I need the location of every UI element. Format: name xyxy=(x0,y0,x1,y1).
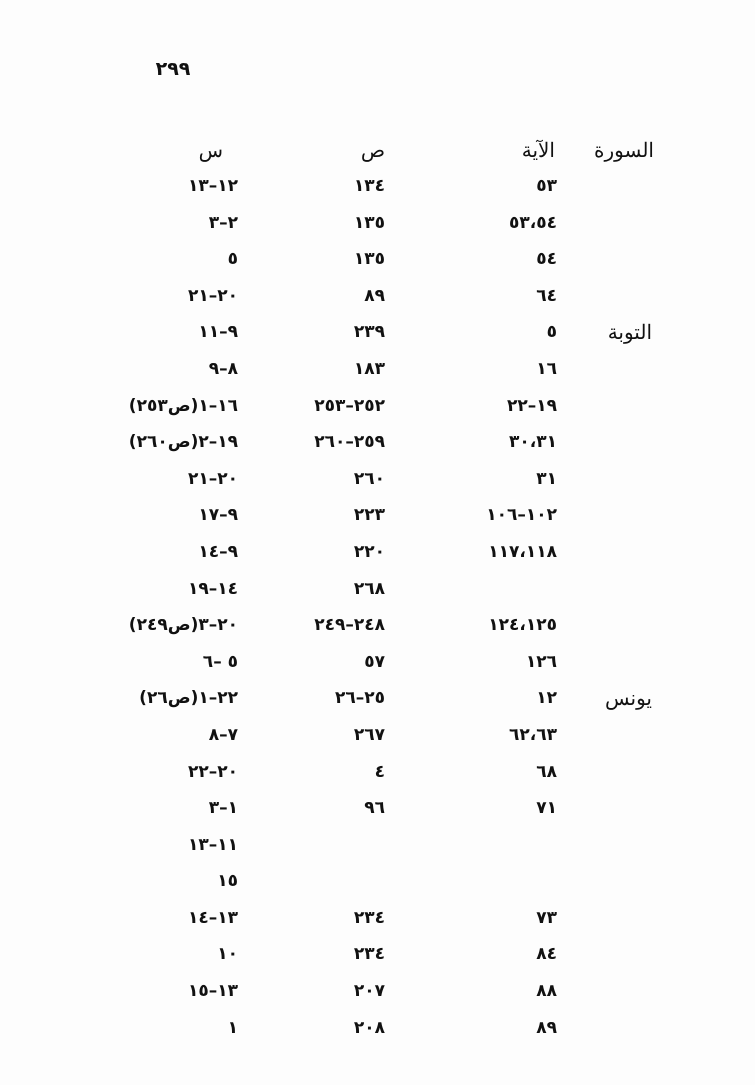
ayah-cell: ١٢٤،١٢٥ xyxy=(488,615,557,636)
page-cell: ١٣٥ xyxy=(353,249,385,270)
ayah-cell: ١٢ xyxy=(536,688,557,709)
line-cell: ٢٠–٣(ص٢٤٩) xyxy=(128,615,238,636)
page-cell: ٢٣٤ xyxy=(353,907,385,928)
table-row xyxy=(0,904,755,941)
ayah-cell: ٦٤ xyxy=(536,285,557,306)
header-page: ص xyxy=(360,138,385,162)
table-row xyxy=(0,209,755,246)
line-cell: ١٤–١٩ xyxy=(187,578,238,599)
table-row xyxy=(0,977,755,1014)
line-cell: ١١–١٣ xyxy=(187,834,238,855)
ayah-cell: ٥ xyxy=(546,322,557,343)
table-row xyxy=(0,428,755,465)
ayah-cell: ٣١ xyxy=(536,468,557,489)
page-cell: ٨٩ xyxy=(364,285,385,306)
line-cell: ١ xyxy=(227,1017,238,1038)
line-cell: ٢–٣ xyxy=(208,212,238,233)
ayah-cell: ٦٢،٦٣ xyxy=(509,724,557,745)
ayah-cell: ٧١ xyxy=(536,798,557,819)
line-cell: ١٣–١٤ xyxy=(187,907,238,928)
surah-cell: يونس xyxy=(605,686,652,711)
page-cell: ٤ xyxy=(374,761,385,782)
ayah-cell: ٨٤ xyxy=(536,944,557,965)
header-surah: السورة xyxy=(594,138,654,162)
table-row xyxy=(0,538,755,575)
line-cell: ١٩–٢(ص٢٦٠) xyxy=(128,432,238,453)
line-cell: ٥ xyxy=(227,249,238,270)
line-cell: ١٣–١٥ xyxy=(187,981,238,1002)
page-cell: ٢٦٧ xyxy=(353,724,385,745)
table-row xyxy=(0,648,755,685)
page-cell: ١٣٤ xyxy=(353,176,385,196)
table-row xyxy=(0,831,755,868)
page-cell: ٩٦ xyxy=(364,798,385,819)
line-cell: ٩–١٧ xyxy=(198,505,238,526)
ayah-cell: ١٠٢–١٠٦ xyxy=(486,505,557,526)
line-cell: ٩–١١ xyxy=(198,322,238,343)
table-row xyxy=(0,940,755,977)
page-cell: ١٣٥ xyxy=(353,212,385,233)
ayah-cell: ٦٨ xyxy=(536,761,557,782)
line-cell: ١–٣ xyxy=(208,798,238,819)
ayah-cell: ٨٨ xyxy=(536,981,557,1002)
table-row xyxy=(0,172,755,209)
page-cell: ٢٦٠ xyxy=(353,468,385,489)
table-row xyxy=(0,575,755,612)
page-cell: ٢٠٨ xyxy=(353,1017,385,1038)
line-cell: ٢٠–٢١ xyxy=(187,468,238,489)
table-row xyxy=(0,245,755,282)
page-cell: ٢٦٨ xyxy=(353,578,385,599)
table-row xyxy=(0,684,755,721)
index-table xyxy=(0,172,755,1050)
ayah-cell: ١٦ xyxy=(536,358,557,379)
page-cell: ١٨٣ xyxy=(353,358,385,379)
page-cell: ٢٢٠ xyxy=(353,541,385,562)
table-row xyxy=(0,282,755,319)
page-cell: ٢٢٣ xyxy=(353,505,385,526)
ayah-cell: ٥٣ xyxy=(536,176,557,196)
ayah-cell: ٨٩ xyxy=(536,1017,557,1038)
header-line: س xyxy=(198,138,223,162)
header-ayah: الآية xyxy=(521,138,555,162)
line-cell: ٨–٩ xyxy=(208,358,238,379)
page-cell: ٢٥٩–٢٦٠ xyxy=(314,432,385,453)
ayah-cell: ١٢٦ xyxy=(525,651,557,672)
ayah-cell: ١١٧،١١٨ xyxy=(488,541,557,562)
line-cell: ١٢–١٣ xyxy=(187,176,238,196)
line-cell: ١٥ xyxy=(217,871,238,892)
line-cell: ٩–١٤ xyxy=(198,541,238,562)
table-row xyxy=(0,611,755,648)
ayah-cell: ٣٠،٣١ xyxy=(509,432,557,453)
table-row xyxy=(0,758,755,795)
line-cell: ١٠ xyxy=(217,944,238,965)
table-row xyxy=(0,465,755,502)
ayah-cell: ٥٤ xyxy=(536,249,557,270)
table-row xyxy=(0,721,755,758)
ayah-cell: ٧٣ xyxy=(536,907,557,928)
page-number: ٢٩٩ xyxy=(155,58,191,80)
page-cell: ٢٥٢–٢٥٣ xyxy=(314,395,385,416)
line-cell: ١٦–١(ص٢٥٣) xyxy=(128,395,238,416)
table-row xyxy=(0,1014,755,1051)
page-cell: ٢٣٩ xyxy=(353,322,385,343)
page-cell: ٢٠٧ xyxy=(353,981,385,1002)
line-cell: ٧–٨ xyxy=(208,724,238,745)
table-row xyxy=(0,867,755,904)
surah-cell: التوبة xyxy=(607,320,652,345)
table-row xyxy=(0,318,755,355)
page-cell: ٢٤٨–٢٤٩ xyxy=(314,615,385,636)
table-row xyxy=(0,355,755,392)
line-cell: ٢٠–٢١ xyxy=(187,285,238,306)
line-cell: ٥ –٦ xyxy=(202,651,238,672)
ayah-cell: ٥٣،٥٤ xyxy=(509,212,557,233)
page-cell: ٢٥–٢٦ xyxy=(334,688,385,709)
line-cell: ٢٠–٢٢ xyxy=(187,761,238,782)
page-cell: ٥٧ xyxy=(364,651,385,672)
ayah-cell: ١٩–٢٢ xyxy=(506,395,557,416)
table-row xyxy=(0,794,755,831)
page-cell: ٢٣٤ xyxy=(353,944,385,965)
table-row xyxy=(0,501,755,538)
table-row xyxy=(0,392,755,429)
line-cell: ٢٢–١(ص٢٦) xyxy=(139,688,238,709)
